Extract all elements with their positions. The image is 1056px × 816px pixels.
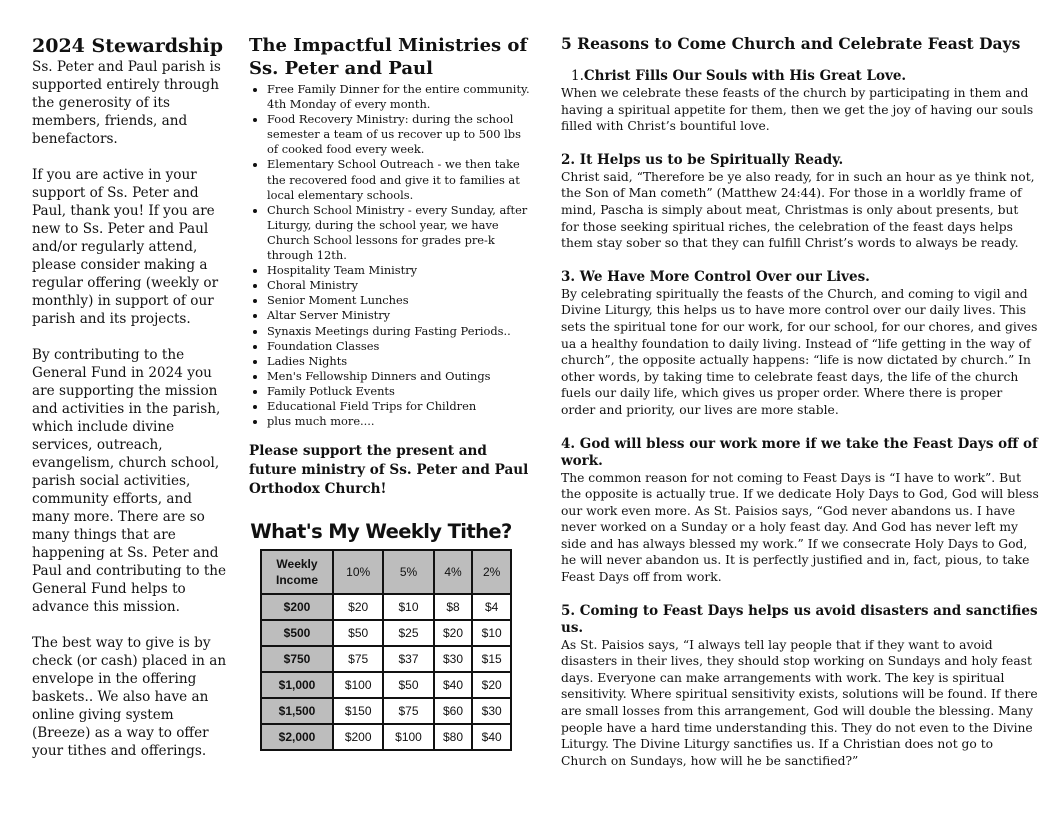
stewardship-paragraph: Ss. Peter and Paul parish is supported entirely through the generosity of its members, friends, and benefactors. bbox=[32, 59, 221, 147]
tithe-cell: $75 bbox=[333, 646, 383, 672]
ministries-list bbox=[249, 82, 534, 429]
reasons-column bbox=[561, 34, 1039, 786]
tithe-cell: $200 bbox=[333, 724, 383, 750]
ministry-item: • Church School Ministry - every Sunday, after Liturgy, during the school year, we have Church School lessons for grades pre-k through 12th. bbox=[267, 203, 534, 263]
tithe-header-cell: 4% bbox=[434, 550, 473, 594]
ministry-item: • Educational Field Trips for Children bbox=[267, 399, 534, 414]
reason-heading: 2. It Helps us to be Spiritually Ready. bbox=[561, 151, 844, 168]
tithe-cell: $10 bbox=[383, 594, 433, 620]
stewardship-title: 2024 Stewardship bbox=[32, 35, 224, 57]
tithe-cell: $30 bbox=[434, 646, 473, 672]
ministry-item: • Free Family Dinner for the entire community. 4th Monday of every month. bbox=[267, 82, 534, 112]
tithe-cell: $30 bbox=[472, 698, 511, 724]
tithe-cell: $25 bbox=[383, 620, 433, 646]
income-cell: $2,000 bbox=[261, 724, 333, 750]
reason-number: 1. bbox=[571, 68, 584, 84]
income-cell: $750 bbox=[261, 646, 333, 672]
tithe-header-cell: 5% bbox=[383, 550, 433, 594]
tithe-cell: $20 bbox=[434, 620, 473, 646]
ministry-item: • Hospitality Team Ministry bbox=[267, 263, 534, 278]
tithe-table-title: What's My Weekly Tithe? bbox=[250, 520, 512, 544]
ministry-item: • Family Potluck Events bbox=[267, 384, 534, 399]
tithe-row bbox=[261, 724, 511, 750]
tithe-cell: $20 bbox=[333, 594, 383, 620]
tithe-cell: $100 bbox=[333, 672, 383, 698]
tithe-header-cell: Weekly Income bbox=[261, 550, 333, 594]
tithe-cell: $20 bbox=[472, 672, 511, 698]
stewardship-paragraph: If you are active in your support of Ss. Peter and Paul, thank you! If you are new to Ss. Peter and Paul and/or regularly attend, please consider making a regular offering (weekly or monthly) in support of our parish and its projects. bbox=[32, 167, 219, 327]
tithe-cell: $50 bbox=[333, 620, 383, 646]
income-cell: $1,500 bbox=[261, 698, 333, 724]
tithe-row bbox=[261, 672, 511, 698]
tithe-row bbox=[261, 594, 511, 620]
reason-text: The common reason for not coming to Feast Days is “I have to work”. But the opposite is actually true. If we dedicate Holy Days to God, God will bless our work even more. As St. Paisios says, “God never abandons us. I have never worked on a Sunday or a holy feast day. And God has never left my side and has always blessed my work.” If we consecrate Holy Days to God, he will never abandon us. It is perfectly justified and in, fact, pious, to take Feast Days off from work. bbox=[561, 470, 1039, 585]
income-cell: $200 bbox=[261, 594, 333, 620]
tithe-header-cell: 10% bbox=[333, 550, 383, 594]
reason-text: As St. Paisios says, “I always tell lay people that if they want to avoid disasters in their lives, they should stop working on Sundays and holy feast days. Everyone can make arrangements with work. The key is spiritual sensitivity. Where spiritual sensitivity exists, solutions will be found. If there are small losses from this arrangement, God will double the blessing. Many people have a hard time understanding this. They do not even to the Divine Liturgy. The Divine Liturgy sanctifies us. If a Christian does not go to Church on Sundays, how will he be sanctified?” bbox=[561, 637, 1038, 768]
ministry-item: • Elementary School Outreach - we then take the recovered food and give it to families at local elementary schools. bbox=[267, 157, 534, 202]
ministry-item: • Food Recovery Ministry: during the school semester a team of us recover up to 500 lbs of cooked food every week. bbox=[267, 112, 534, 157]
reasons-title: 5 Reasons to Come Church and Celebrate Feast Days bbox=[561, 34, 1021, 53]
reason-text: Christ said, “Therefore be ye also ready, for in such an hour as ye think not, the Son of Man cometh” (Matthew 24:44). For those in a worldly frame of mind, Pascha is simply about meat, Christmas is only about presents, but for those seeking spiritual riches, the celebration of the feast days helps them stay sober so that they can fulfill Christ’s words to always be ready. bbox=[561, 169, 1035, 251]
tithe-cell: $15 bbox=[472, 646, 511, 672]
ministries-column bbox=[249, 34, 534, 751]
ministry-item: • Senior Moment Lunches bbox=[267, 293, 534, 308]
tithe-cell: $50 bbox=[383, 672, 433, 698]
stewardship-paragraph: The best way to give is by check (or cash) placed in an envelope in the offering baskets.. We also have an online giving system (Breeze) as a way to offer your tithes and offerings. bbox=[32, 635, 227, 759]
reason-heading bbox=[561, 68, 1039, 85]
support-appeal: Please support the present and future ministry of Ss. Peter and Paul Orthodox Church! bbox=[249, 443, 529, 498]
tithe-row bbox=[261, 646, 511, 672]
ministry-item: • Choral Ministry bbox=[267, 278, 534, 293]
ministry-item: • Foundation Classes bbox=[267, 339, 534, 354]
stewardship-column bbox=[32, 34, 232, 778]
tithe-cell: $60 bbox=[434, 698, 473, 724]
tithe-cell: $80 bbox=[434, 724, 473, 750]
ministry-item: • plus much more.... bbox=[267, 414, 534, 429]
tithe-cell: $8 bbox=[434, 594, 473, 620]
tithe-row bbox=[261, 620, 511, 646]
tithe-header-cell: 2% bbox=[472, 550, 511, 594]
reason-heading: 5. Coming to Feast Days helps us avoid disasters and sanctifies us. bbox=[561, 602, 1038, 636]
ministries-title: The Impactful Ministries of Ss. Peter and Paul bbox=[249, 35, 528, 79]
tithe-cell: $10 bbox=[472, 620, 511, 646]
tithe-cell: $40 bbox=[434, 672, 473, 698]
tithe-cell: $40 bbox=[472, 724, 511, 750]
reason-text: When we celebrate these feasts of the church by participating in them and having a spiritual appetite for them, then we get the joy of having our souls filled with Christ’s bountiful love. bbox=[561, 86, 1034, 134]
ministry-item: • Ladies Nights bbox=[267, 354, 534, 369]
tithe-header-row bbox=[261, 550, 511, 594]
tithe-row bbox=[261, 698, 511, 724]
ministry-item: • Synaxis Meetings during Fasting Periods.. bbox=[267, 324, 534, 339]
ministry-item: • Altar Server Ministry bbox=[267, 308, 534, 323]
income-cell: $1,000 bbox=[261, 672, 333, 698]
tithe-cell: $75 bbox=[383, 698, 433, 724]
reason-heading: 3. We Have More Control Over our Lives. bbox=[561, 268, 870, 285]
reason-heading: 4. God will bless our work more if we take the Feast Days off of work. bbox=[561, 435, 1038, 469]
stewardship-paragraph: By contributing to the General Fund in 2024 you are supporting the mission and activities in the parish, which include divine services, outreach, evangelism, church school, parish social activities, community efforts, and many more. There are so many things that are happening at Ss. Peter and Paul and contributing to the General Fund helps to advance this mission. bbox=[32, 347, 227, 615]
tithe-cell: $100 bbox=[383, 724, 433, 750]
ministry-item: • Men's Fellowship Dinners and Outings bbox=[267, 369, 534, 384]
reason-text: By celebrating spiritually the feasts of the Church, and coming to vigil and Divine Liturgy, this helps us to have more control over our daily lives. This sets the spiritual tone for our work, for our school, for our chores, and gives ua a healthy foundation to daily living. Instead of “life getting in the way of church”, the opposite actually happens: “life is now dictated by church.” In other words, by taking time to celebrate feast days, the life of the church fuels our daily life, which gives us proper order. Where there is proper order and priority, our lives are more stable. bbox=[561, 286, 1038, 417]
reason-heading-text: Christ Fills Our Souls with His Great Love. bbox=[583, 68, 907, 84]
tithe-cell: $150 bbox=[333, 698, 383, 724]
tithe-cell: $37 bbox=[383, 646, 433, 672]
income-cell: $500 bbox=[261, 620, 333, 646]
tithe-cell: $4 bbox=[472, 594, 511, 620]
tithe-table bbox=[260, 549, 512, 751]
